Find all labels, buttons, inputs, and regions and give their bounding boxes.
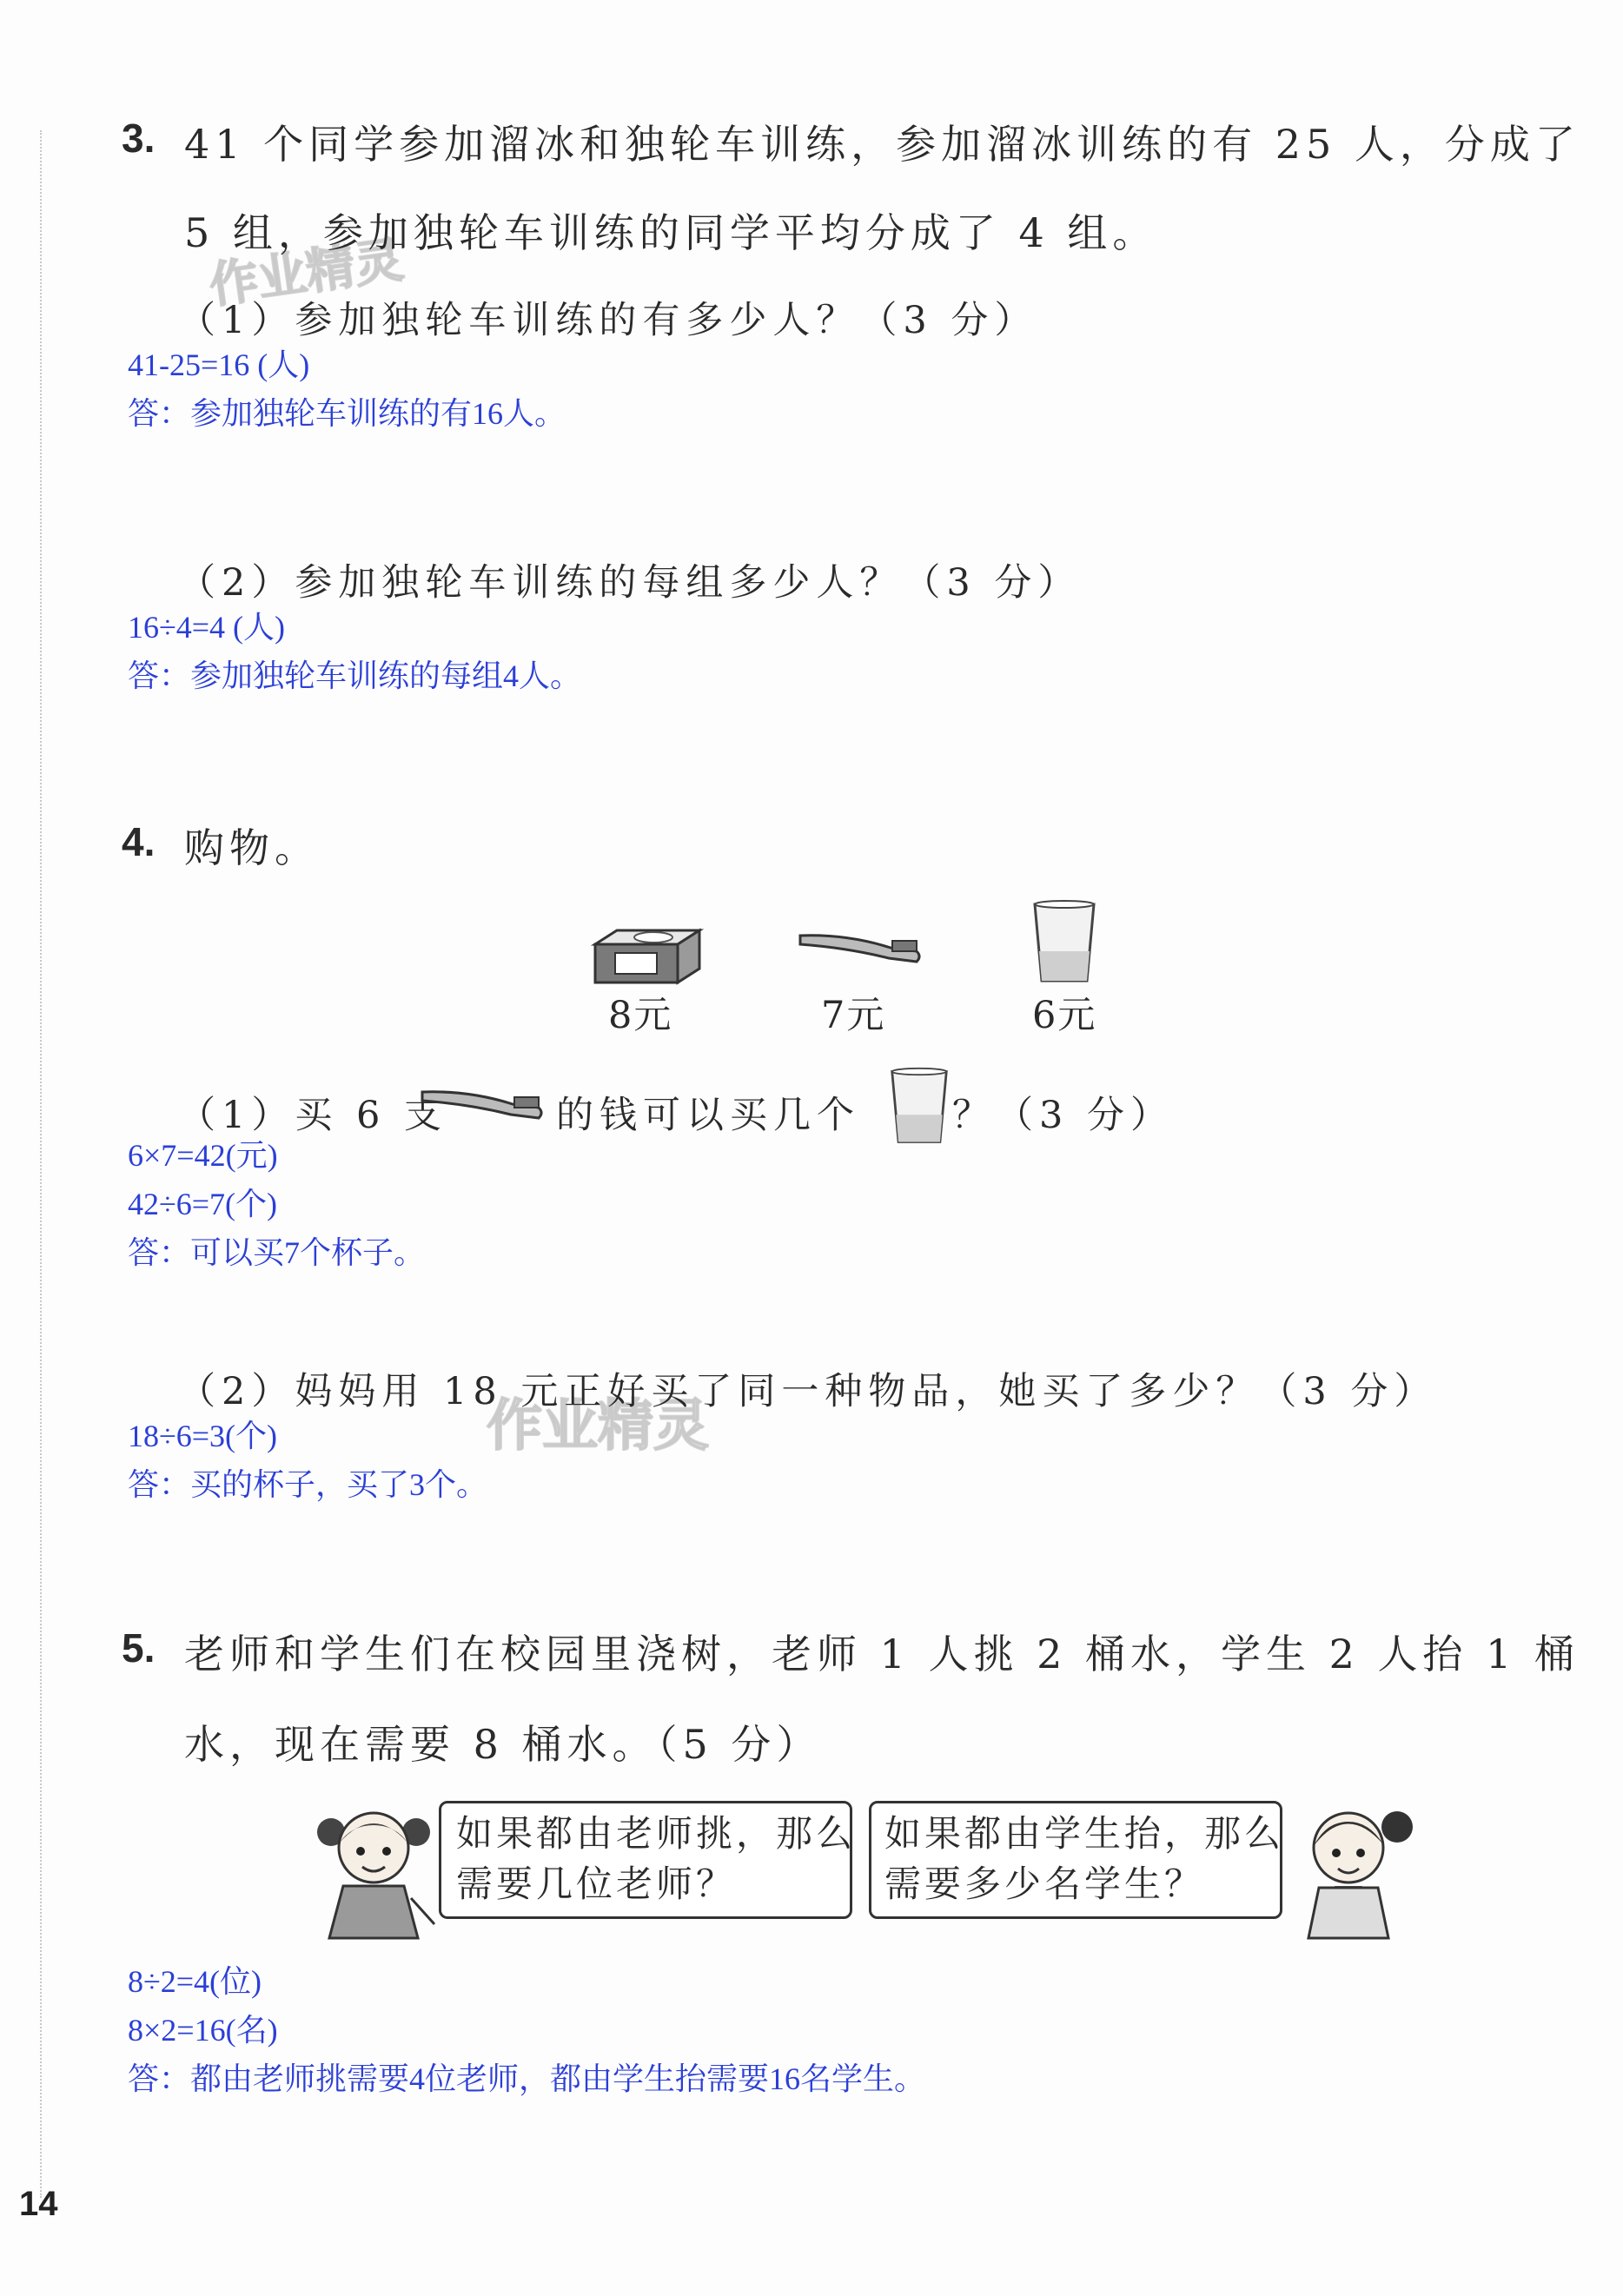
answer-line: 答：买的杯子，买了3个。 xyxy=(128,1467,488,1502)
question-number: 3. xyxy=(122,116,156,161)
question-text: 水，现在需要 8 桶水。（5 分） xyxy=(184,1721,822,1768)
question-text: 5 组，参加独轮车训练的同学平均分成了 4 组。 xyxy=(184,209,1158,256)
sub-question: 的钱可以买几个 xyxy=(556,1094,860,1137)
price-label: 8元 xyxy=(608,994,673,1037)
answer-line: 答：参加独轮车训练的有16人。 xyxy=(128,396,566,431)
sub-question: （1）参加独轮车训练的有多少人？（3 分） xyxy=(178,299,1038,342)
toothbrush-icon xyxy=(417,1082,547,1125)
question-text: 41 个同学参加溜冰和独轮车训练，参加溜冰训练的有 25 人，分成了 xyxy=(184,121,1580,168)
answer-line: 41-25=16 (人) xyxy=(128,347,310,382)
toothbrush-icon xyxy=(795,925,925,969)
sub-question: （2）妈妈用 18 元正好买了同一种物品，她买了多少？（3 分） xyxy=(178,1370,1438,1413)
answer-line: 6×7=42(元) xyxy=(128,1138,278,1173)
answer-line: 答：可以买7个杯子。 xyxy=(128,1235,426,1270)
answer-line: 答：都由老师挑需要4位老师，都由学生抬需要16名学生。 xyxy=(128,2061,926,2096)
speech-bubble-text: 需要几位老师？ xyxy=(456,1863,737,1905)
question-text: 老师和学生们在校园里浇树，老师 1 人挑 2 桶水，学生 2 人抬 1 桶 xyxy=(184,1631,1580,1677)
sub-question: （2）参加独轮车训练的每组多少人？（3 分） xyxy=(178,561,1082,605)
watermark: 作业精灵 xyxy=(487,1394,709,1459)
margin-dotted-line xyxy=(40,130,42,2198)
girl-character-icon xyxy=(308,1803,439,1942)
cup-icon xyxy=(1030,899,1099,986)
student-character-icon xyxy=(1286,1803,1416,1942)
speech-bubble-text: 需要多少名学生？ xyxy=(884,1863,1205,1905)
price-label: 6元 xyxy=(1032,994,1097,1037)
answer-line: 答：参加独轮车训练的每组4人。 xyxy=(128,658,582,693)
answer-line: 8÷2=4(位) xyxy=(128,1964,262,1999)
answer-line: 18÷6=3(个) xyxy=(128,1419,278,1453)
page-number: 14 xyxy=(19,2185,58,2223)
speech-bubble-text: 如果都由老师挑，那么 xyxy=(456,1812,857,1855)
question-number: 4. xyxy=(122,819,156,864)
watermark: 作业精灵 xyxy=(206,231,407,315)
cup-icon xyxy=(886,1067,952,1147)
answer-line: 42÷6=7(个) xyxy=(128,1187,278,1221)
question-number: 5. xyxy=(122,1625,156,1671)
price-label: 7元 xyxy=(821,994,886,1037)
answer-line: 16÷4=4 (人) xyxy=(128,610,286,645)
answer-line: 8×2=16(名) xyxy=(128,2013,278,2048)
sub-question: ？（3 分） xyxy=(952,1094,1175,1137)
speech-bubble-text: 如果都由学生抬，那么 xyxy=(884,1812,1285,1855)
question-title: 购物。 xyxy=(184,824,320,871)
soap-box-icon xyxy=(591,925,704,986)
sub-question: （1）买 6 支 xyxy=(178,1094,448,1137)
